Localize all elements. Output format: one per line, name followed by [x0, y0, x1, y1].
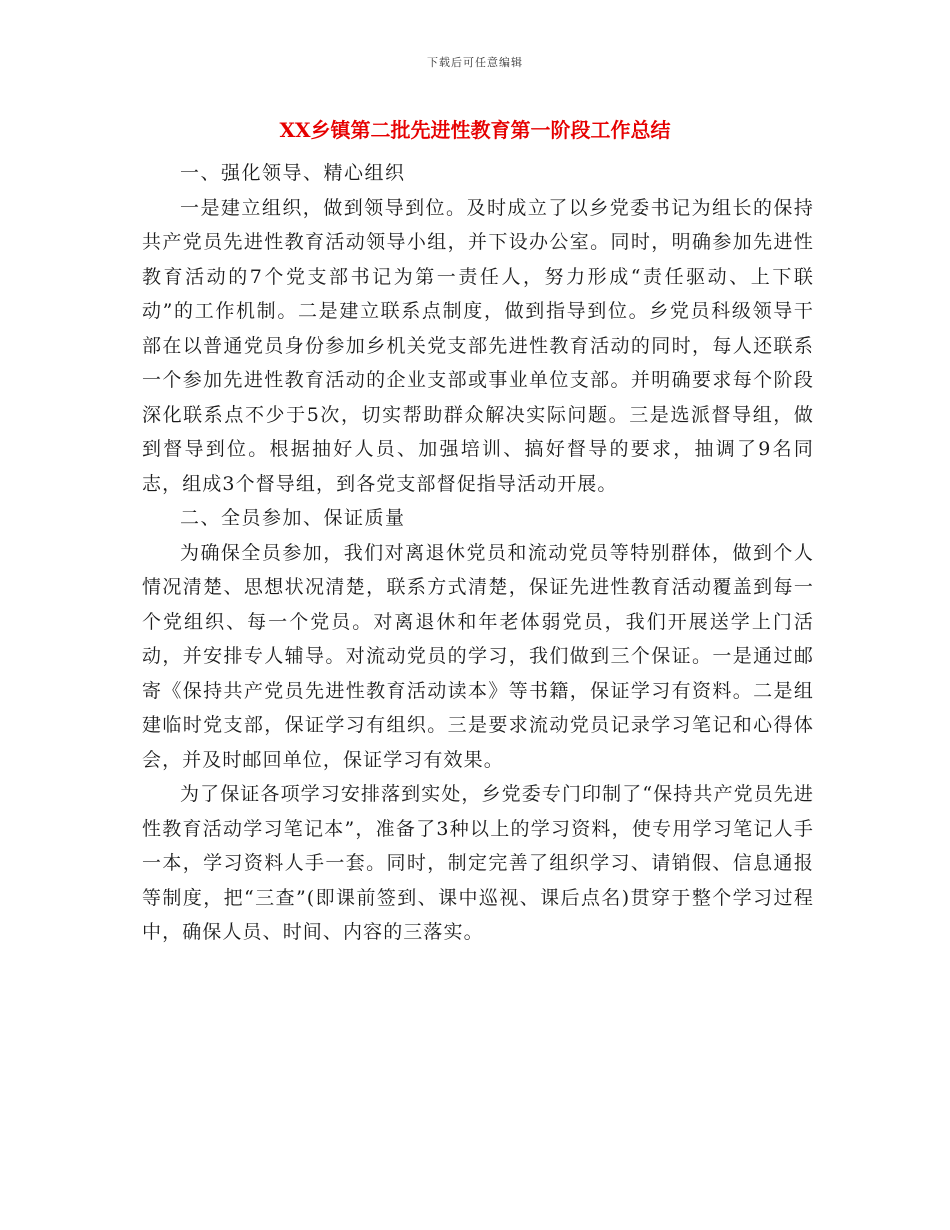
body-paragraph-1: 一是建立组织，做到领导到位。及时成立了以乡党委书记为组长的保持共产党员先进性教育活动领导小组，并下设办公室。同时，明确参加先进性教育活动的7个党支部书记为第一责任人，努力形成“责任驱动、上下联动”的工作机制。二是建立联系点制度，做到指导到位。乡党员科级领导干部在以普通党员身份参加乡机关党支部先进性教育活动的同时，每人还联系一个参加先进性教育活动的企业支部或事业单位支部。并明确要求每个阶段深化联系点不少于5次，切实帮助群众解决实际问题。三是选派督导组，做到督导到位。根据抽好人员、加强培训、搞好督导的要求，抽调了9名同志，组成3个督导组，到各党支部督促指导活动开展。	[142, 196, 814, 495]
page-header-note: 下载后可任意编辑	[427, 56, 523, 69]
body-paragraph-3: 为了保证各项学习安排落到实处，乡党委专门印制了“保持共产党员先进性教育活动学习笔记本”，准备了3种以上的学习资料，使专用学习笔记人手一本，学习资料人手一套。同时，制定完善了组织学习、请销假、信息通报等制度，把“三查”(即课前签到、课中巡视、课后点名)贯穿于整个学习过程中，确保人员、时间、内容的三落实。	[142, 783, 814, 943]
section-heading-2: 二、全员参加、保证质量	[180, 507, 406, 529]
section-heading-1: 一、强化领导、精心组织	[180, 162, 406, 184]
body-paragraph-2: 为确保全员参加，我们对离退休党员和流动党员等特别群体，做到个人情况清楚、思想状况清楚，联系方式清楚，保证先进性教育活动覆盖到每一个党组织、每一个党员。对离退休和年老体弱党员，我们开展送学上门活动，并安排专人辅导。对流动党员的学习，我们做到三个保证。一是通过邮寄《保持共产党员先进性教育活动读本》等书籍，保证学习有资料。二是组建临时党支部，保证学习有组织。三是要求流动党员记录学习笔记和心得体会，并及时邮回单位，保证学习有效果。	[142, 541, 814, 771]
document-body	[142, 156, 814, 950]
document-title: XX乡镇第二批先进性教育第一阶段工作总结	[279, 118, 671, 142]
